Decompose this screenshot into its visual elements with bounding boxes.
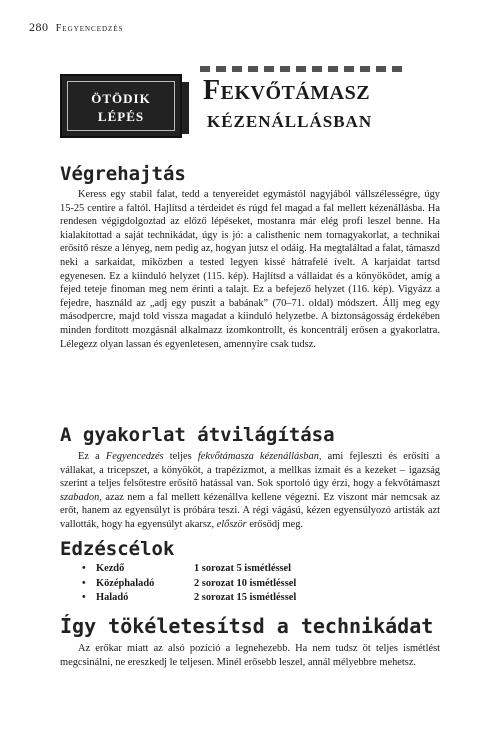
section-title-execution: Végrehajtás	[60, 163, 186, 185]
running-head	[29, 20, 123, 35]
bullet-icon: •	[82, 577, 86, 589]
bullet-icon: •	[82, 592, 86, 603]
book-title-emphasis: Fegyencedzés	[105, 451, 164, 462]
section-title-perfect: Így tökéletesítsd a technikádat	[60, 614, 434, 638]
first-emphasis: először	[216, 518, 247, 530]
goal-level: Középhaladó	[96, 577, 155, 589]
page-number: 280	[29, 20, 49, 34]
training-goals-list	[82, 563, 422, 607]
goal-level: Kezdő	[96, 563, 125, 574]
bullet-icon: •	[82, 563, 86, 574]
step-badge	[60, 74, 182, 138]
section-title-goals: Edzéscélok	[60, 538, 175, 560]
goal-item-advanced	[82, 592, 422, 607]
section-title-explanation: A gyakorlat átvilágítása	[60, 424, 335, 446]
badge-line-1: ÖTÖDIK	[91, 91, 151, 106]
goal-level: Haladó	[96, 592, 129, 603]
explanation-text-4: azaz nem a fal mellett kézenállva kellene végezni. Ez viszont már nemcsak az erőt, hanem az egyensúlyt is próbára teszi. A régi vágású, kézen egyensúlyozó artisták azt vallották, hogy ha egyensúlyt akarsz,	[60, 491, 440, 530]
exercise-title-line-1: Fekvőtámasz	[203, 75, 371, 106]
running-title: Fegyencedzés	[55, 23, 124, 34]
execution-text: Keress egy stabil falat, tedd a tenyereidet egymástól nagyjából vállszélességre, úgy 15-25 centire a faltól. Hajlítsd a térdeidet és rúgd fel magad a fal mellett kézenállásba. Ha rendesen végigdolgoztad az előző lépéseket, mostanra már elég profi leszel benne. Ha kialakítottad a saját technikádat, úgy is jó: a calisthenic nem tornagyakorlat, a technikai erősítő része a lényeg, nem pedig az, hogyan jutsz el odáig. Ha megtaláltad a falat, támaszd neki a sarkaidat, miközben a tested legyen kissé hátrafelé ívelt. A karjaidat tartsd egyenesen. Ez a kiinduló helyzet (115. kép). Hajlítsd a vállaidat és a könyöködet, amíg a fejed teteje finoman meg nem érinti a talajt. Ez a befejező helyzet (116. kép). Vigyázz a fejedre, használd az „adj egy puszit a babának” (70–71. oldal) módszert. Állj meg egy másodpercre, majd told vissza magadat a kiinduló helyzetbe. A biztonságosság érdekében minden fordított mozgásnál alkalmazz izomkontrollt, és koncentrálj erősen a gyakorlatra. Lélegezz olyan lassan és egyenletesen, amennyire csak tudsz.	[60, 189, 440, 350]
badge-line-2: LÉPÉS	[97, 109, 145, 124]
explanation-text-5: erősödj meg.	[246, 518, 303, 530]
goal-value: 1 sorozat 5 ismétléssel	[194, 563, 292, 574]
brush-stroke-decoration	[200, 66, 405, 72]
explanation-text-2: teljes	[163, 451, 198, 462]
chapter-header	[60, 62, 460, 146]
goal-item-intermediate	[82, 578, 422, 593]
perfect-text: Az erőkar miatt az alsó pozíció a legnehezebb. Ha nem tudsz öt teljes ismétlést megcsinálni, ne ereszkedj le teljesen. Minél erősebb leszel, annál mélyebbre mehetsz.	[60, 643, 440, 668]
exercise-title	[203, 76, 372, 133]
explanation-text-3: ami fejleszti és erősíti a vállakat, a tricepszet, a könyököt, a trapézizmot, a mellkas izmait és a kezeket – igazság szerint a teljes felsőtestre erősítő hatással van. Sok sportoló úgy érzi, hogy a fekvőtámaszt	[60, 451, 440, 490]
exercise-name-emphasis: fekvőtámasza kézenállásban,	[197, 451, 322, 462]
exercise-title-line-2: kézenállásban	[207, 106, 373, 133]
free-emphasis: szabadon,	[60, 491, 102, 503]
explanation-text-1: Ez a	[78, 451, 106, 462]
explanation-paragraph	[60, 450, 440, 532]
goal-item-beginner	[82, 563, 422, 578]
perfect-paragraph	[60, 642, 440, 669]
execution-paragraph	[60, 188, 440, 351]
goal-value: 2 sorozat 10 ismétléssel	[194, 577, 297, 589]
goal-value: 2 sorozat 15 ismétléssel	[194, 592, 297, 603]
